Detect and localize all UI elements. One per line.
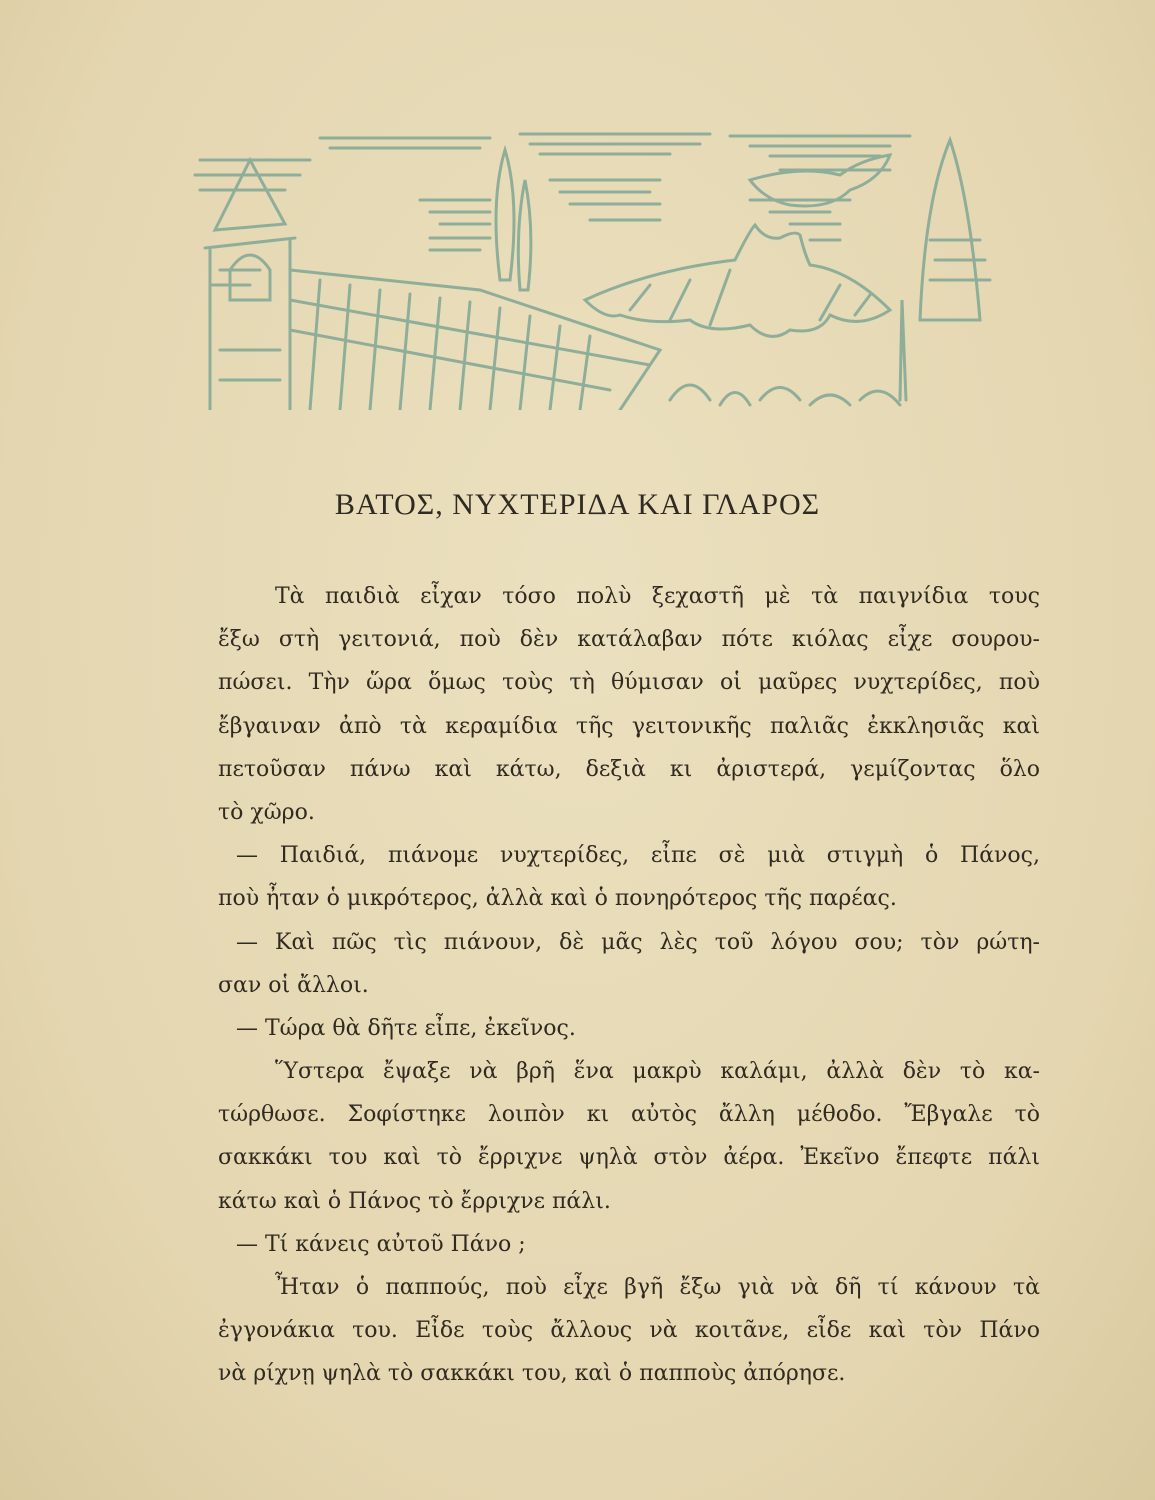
- text-line: ἐγγονάκια του. Εἶδε τοὺς ἄλλους νὰ κοιτᾶνε, εἶδε καὶ τὸν Πάνο: [218, 1318, 1040, 1344]
- church-bats-vignette-icon: [190, 120, 1010, 410]
- text-line: — Καὶ πῶς τὶς πιάνουν, δὲ μᾶς λὲς τοῦ λόγου σου; τὸν ρώτη-: [236, 929, 1040, 955]
- text-line: Ὕστερα ἔψαξε νὰ βρῆ ἕνα μακρὺ καλάμι, ἀλλὰ δὲν τὸ κα-: [275, 1059, 1040, 1085]
- text-line: κάτω καὶ ὁ Πάνος τὸ ἔρριχνε πάλι.: [218, 1188, 611, 1214]
- story-text: [218, 575, 1040, 1396]
- text-line: ἔξω στὴ γειτονιά, ποὺ δὲν κατάλαβαν πότε κιόλας εἶχε σουρου-: [218, 627, 1040, 653]
- text-line: Τὰ παιδιὰ εἶχαν τόσο πολὺ ξεχαστῆ μὲ τὰ παιγνίδια τους: [275, 584, 1040, 609]
- text-line: πώσει. Τὴν ὥρα ὅμως τοὺς τὴ θύμισαν οἱ μαῦρες νυχτερίδες, ποὺ: [218, 670, 1040, 696]
- text-line: ποὺ ἦταν ὁ μικρότερος, ἀλλὰ καὶ ὁ πονηρότερος τῆς παρέας.: [218, 886, 897, 912]
- text-line: Ἦταν ὁ παππούς, ποὺ εἶχε βγῆ ἔξω γιὰ νὰ δῆ τί κάνουν τὰ: [275, 1275, 1040, 1300]
- text-line: σαν οἱ ἄλλοι.: [218, 972, 369, 998]
- text-line: πετοῦσαν πάνω καὶ κάτω, δεξιὰ κι ἀριστερά, γεμίζοντας ὅλο: [218, 756, 1040, 782]
- text-line: — Τώρα θὰ δῆτε εἶπε, ἐκεῖνος.: [236, 1015, 576, 1041]
- page-title: ΒΑΤΟΣ, ΝΥΧΤΕΡΙΔΑ ΚΑΙ ΓΛΑΡΟΣ: [334, 488, 821, 521]
- text-line: — Παιδιά, πιάνομε νυχτερίδες, εἶπε σὲ μιὰ στιγμὴ ὁ Πάνος,: [236, 843, 1040, 869]
- text-line: — Τί κάνεις αὐτοῦ Πάνο ;: [236, 1231, 526, 1257]
- text-line: τὸ χῶρο.: [218, 799, 315, 825]
- text-line: νὰ ρίχνῃ ψηλὰ τὸ σακκάκι του, καὶ ὁ παπποὺς ἀπόρησε.: [218, 1361, 846, 1387]
- text-line: τώρθωσε. Σοφίστηκε λοιπὸν κι αὐτὸς ἄλλη μέθοδο. Ἔβγαλε τὸ: [218, 1102, 1040, 1128]
- text-line: σακκάκι του καὶ τὸ ἔρριχνε ψηλὰ στὸν ἀέρα. Ἐκεῖνο ἔπεφτε πάλι: [218, 1145, 1040, 1171]
- text-line: ἔβγαιναν ἀπὸ τὰ κεραμίδια τῆς γειτονικῆς παλιᾶς ἐκκλησιᾶς καὶ: [218, 713, 1040, 739]
